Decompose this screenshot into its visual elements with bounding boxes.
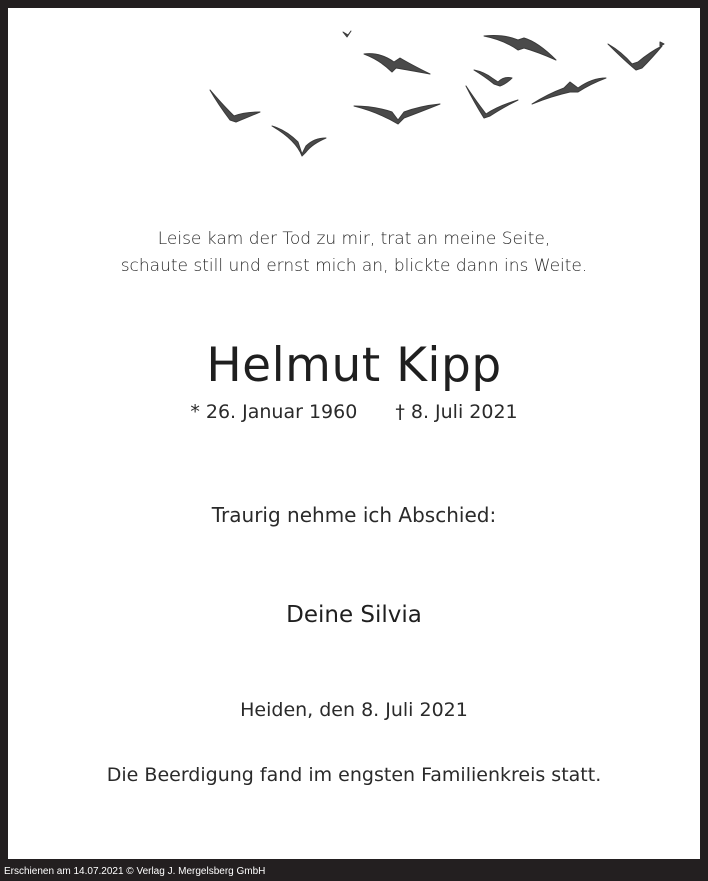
obituary-card <box>8 8 700 859</box>
death-date: † 8. Juli 2021 <box>395 401 518 423</box>
bird-icon <box>210 90 260 122</box>
bird-icon <box>474 70 512 86</box>
poem-line: Leise kam der Tod zu mir, trat an meine Seite, <box>157 229 551 249</box>
bird-icon <box>466 86 518 118</box>
memorial-poem <box>8 226 700 280</box>
bird-icon <box>343 31 351 37</box>
signature: Deine Silvia <box>286 602 422 628</box>
place-and-date: Heiden, den 8. Juli 2021 <box>240 699 468 721</box>
publication-footer: Erschienen am 14.07.2021 © Verlag J. Mergelsberg GmbH <box>4 866 266 877</box>
life-dates <box>8 400 700 424</box>
bird-icon <box>660 42 664 46</box>
bird-icon <box>364 54 430 74</box>
bird-icon <box>354 104 440 124</box>
deceased-name: Helmut Kipp <box>206 338 502 393</box>
bird-icon <box>532 78 606 104</box>
bird-icon <box>272 126 326 156</box>
bird-icon <box>608 44 662 70</box>
poem-line: schaute still und ernst mich an, blickte dann ins Weite. <box>120 256 588 276</box>
funeral-note: Die Beerdigung fand im engsten Familienkreis statt. <box>106 764 602 786</box>
farewell-text: Traurig nehme ich Abschied: <box>211 503 497 527</box>
flying-birds-illustration <box>8 8 700 178</box>
bird-icon <box>484 36 556 61</box>
birth-date: * 26. Januar 1960 <box>190 401 358 423</box>
